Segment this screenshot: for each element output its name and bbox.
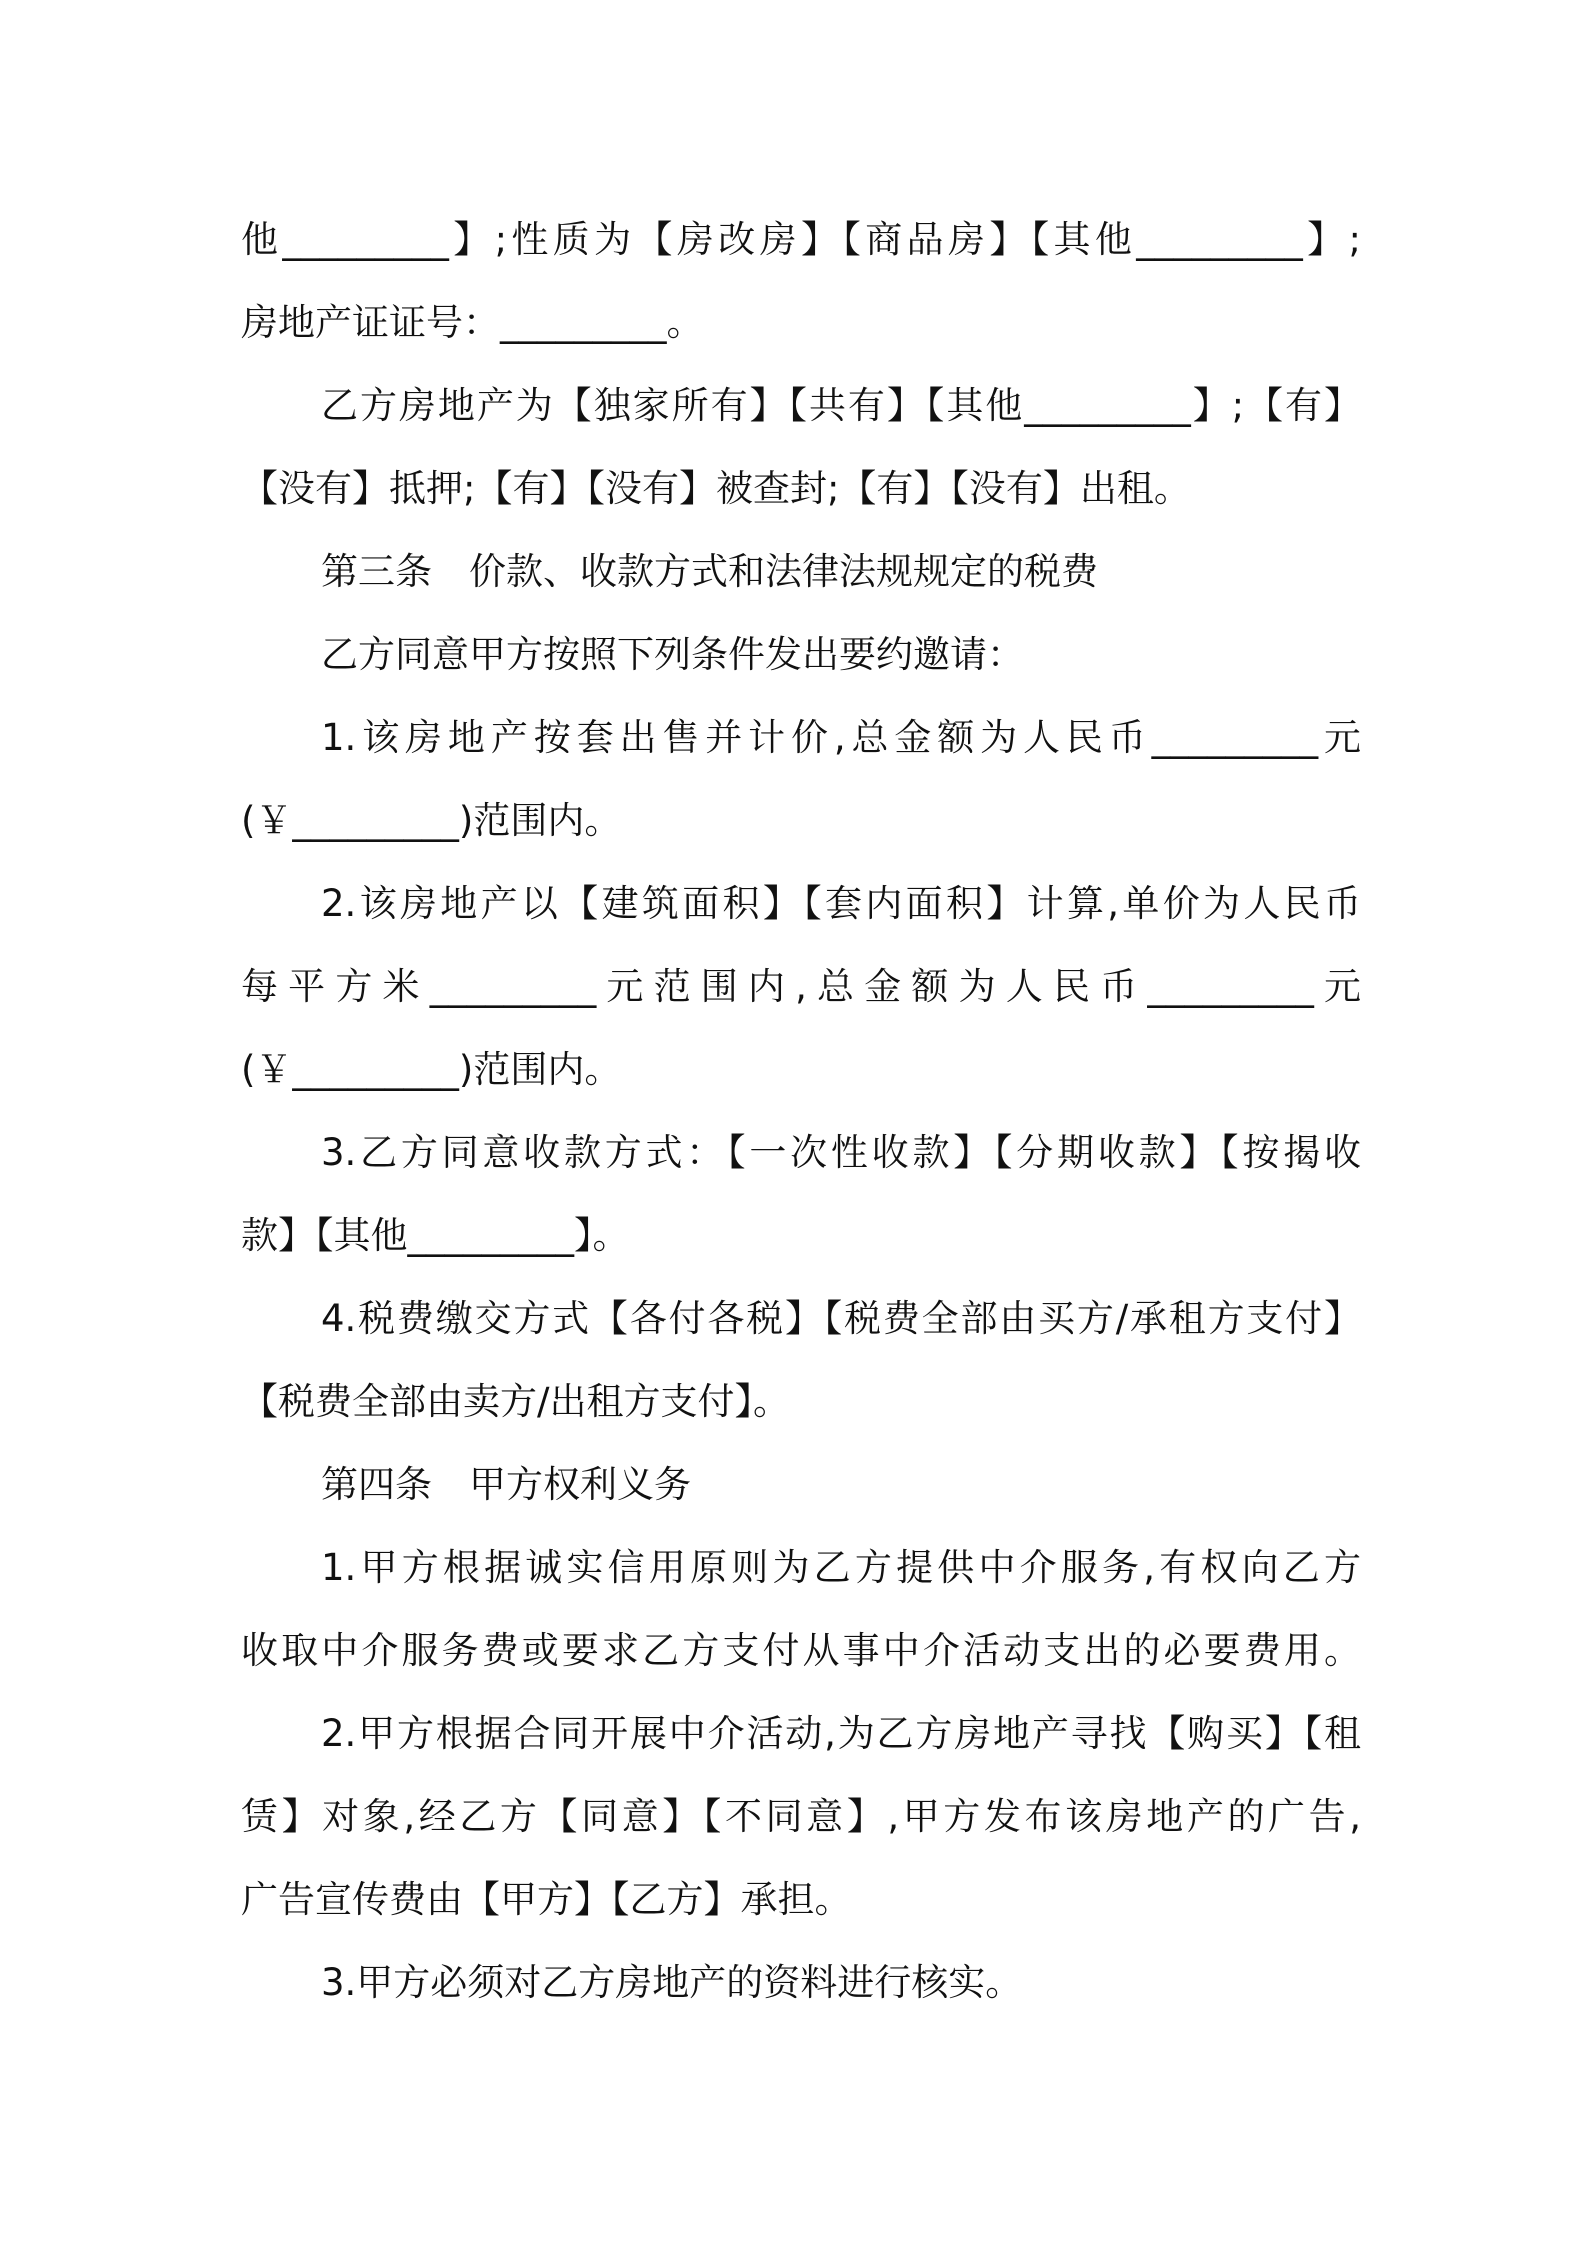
text-line: 他_________】;性质为【房改房】【商品房】【其他_________】; [241,218,1361,261]
text-line: 乙方同意甲方按照下列条件发出要约邀请： [321,633,1024,676]
text-line: 【没有】抵押;【有】【没有】被查封;【有】【没有】出租。 [241,467,1191,510]
section-heading: 第四条 甲方权利义务 [321,1463,691,1506]
text-line: 2.甲方根据合同开展中介活动,为乙方房地产寻找【购买】【租 [321,1712,1361,1755]
text-line: 款】【其他_________】。 [241,1214,630,1257]
text-line: 收取中介服务费或要求乙方支付从事中介活动支出的必要费用。 [241,1629,1361,1672]
section-heading: 第三条 价款、收款方式和法律法规规定的税费 [321,550,1098,593]
text-line: 2.该房地产以【建筑面积】【套内面积】计算,单价为人民币 [321,882,1361,925]
text-line: 每平方米_________元范围内,总金额为人民币_________元 [241,965,1361,1008]
text-line: 1.该房地产按套出售并计价,总金额为人民币_________元 [321,716,1361,759]
text-line: 【税费全部由卖方/出租方支付】。 [241,1380,790,1423]
text-line: 4.税费缴交方式【各付各税】【税费全部由买方/承租方支付】 [321,1297,1361,1340]
text-line: 房地产证证号：_________。 [241,301,704,344]
text-line: 3.甲方必须对乙方房地产的资料进行核实。 [321,1961,1023,2004]
text-line: 3.乙方同意收款方式：【一次性收款】【分期收款】【按揭收 [321,1131,1361,1174]
text-line: 广告宣传费由【甲方】【乙方】承担。 [241,1878,852,1921]
text-line: 赁】对象,经乙方【同意】【不同意】,甲方发布该房地产的广告, [241,1795,1361,1838]
document-body [241,198,1361,2024]
text-line: (￥_________)范围内。 [241,799,622,842]
text-line: 1.甲方根据诚实信用原则为乙方提供中介服务,有权向乙方 [321,1546,1361,1589]
text-line: 乙方房地产为【独家所有】【共有】【其他_________】;【有】 [321,384,1361,427]
text-line: (￥_________)范围内。 [241,1048,622,1091]
